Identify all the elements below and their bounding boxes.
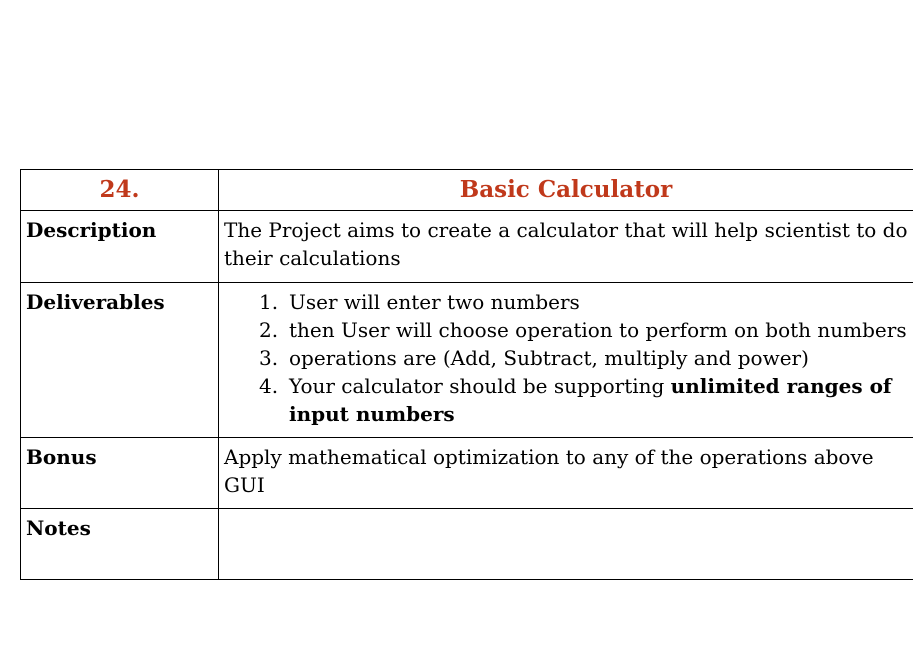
list-item [259,344,911,372]
bonus-gui-text: GUI [224,473,265,497]
list-item-number: 1. [259,290,279,314]
list-item [259,316,911,344]
deliverables-label: Deliverables [21,283,219,438]
header-row [21,170,913,211]
description-label: Description [21,211,219,283]
project-number: 24. [21,170,219,211]
bonus-row [21,438,913,509]
notes-label: Notes [21,509,219,580]
list-item-text: then User will choose operation to perform on both numbers [289,318,907,342]
list-item [259,372,911,428]
list-item-text: operations are (Add, Subtract, multiply and power) [289,346,809,370]
list-item-number: 2. [259,318,279,342]
project-title: Basic Calculator [219,170,913,211]
list-item-number: 3. [259,346,279,370]
list-item-text: Your calculator should be supporting [289,374,671,398]
bonus-text: Apply mathematical optimization to any of the operations above [224,445,874,469]
notes-row [21,509,913,580]
list-item [259,288,911,316]
deliverables-list [224,288,911,428]
description-text: The Project aims to create a calculator that will help scientist to do their calculations [219,211,913,283]
list-item-emphasis: unlimited ranges of input numbers [289,374,892,426]
list-item-number: 4. [259,374,279,398]
deliverables-row [21,283,913,438]
project-table [20,169,913,580]
bonus-label: Bonus [21,438,219,509]
deliverables-cell [219,283,913,438]
notes-text [219,509,913,580]
description-row [21,211,913,283]
list-item-text: User will enter two numbers [289,290,580,314]
bonus-cell [219,438,913,509]
